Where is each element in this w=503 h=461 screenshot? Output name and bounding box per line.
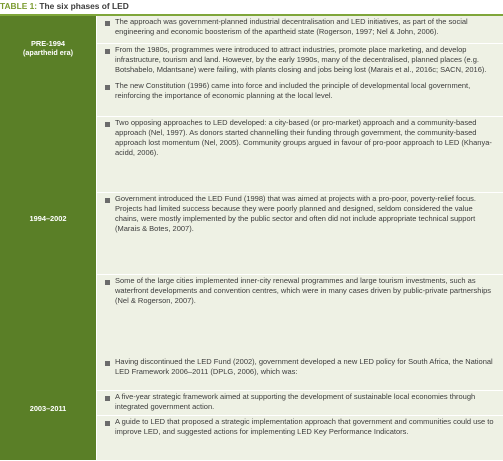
item-text: Two opposing approaches to LED developed: a city-based (or pro-market) approach and a community-based approach (Nel, 1997). As donors started channelling their funding through government, the community-based approach lost momentum (Nel, 2005). Community groups argued in favour of pro-poor approach to LED (Khanya-acidd, 2006). xyxy=(115,118,492,157)
phases-table xyxy=(0,14,503,461)
table-row-pre-1994 xyxy=(0,16,503,81)
square-bullet-icon xyxy=(105,21,110,26)
phase-cell xyxy=(0,356,96,460)
item-text: A five-year strategic framework aimed at supporting the development of sustainable local economies through integrated government action. xyxy=(115,392,476,411)
item-text: A guide to LED that proposed a strategic implementation approach that government and communities could use to improve LED, and suggested actions for implementing LED Key Performance Indicators. xyxy=(115,417,494,436)
list-item xyxy=(97,44,503,80)
phase-sublabel: (apartheid era) xyxy=(23,48,73,57)
item-text: Having discontinued the LED Fund (2002), government developed a new LED policy for South Africa, the National LED Framework 2006–2011 (DPLG, 2006), which was: xyxy=(115,357,493,376)
table-row-1994-2002 xyxy=(0,80,503,357)
list-item xyxy=(97,416,503,460)
list-item xyxy=(97,193,503,275)
phase-label: 2003–2011 xyxy=(29,403,67,413)
square-bullet-icon xyxy=(105,122,110,127)
phase-cell xyxy=(0,16,96,80)
table-row-2003-2011 xyxy=(0,356,503,460)
list-item xyxy=(97,16,503,44)
phase-cell xyxy=(0,80,96,356)
phase-content xyxy=(96,80,503,356)
square-bullet-icon xyxy=(105,85,110,90)
phase-content xyxy=(96,356,503,460)
item-text: The new Constitution (1996) came into force and included the principle of developmental local government, reinforcing the importance of economic planning at the local level. xyxy=(115,81,471,100)
square-bullet-icon xyxy=(105,49,110,54)
phase-content xyxy=(96,16,503,80)
square-bullet-icon xyxy=(105,361,110,366)
square-bullet-icon xyxy=(105,198,110,203)
square-bullet-icon xyxy=(105,280,110,285)
list-item xyxy=(97,80,503,117)
table-caption-label: TABLE 1: xyxy=(0,1,38,11)
item-text: From the 1980s, programmes were introduced to attract industries, promote place marketing, and develop infrastructure, tourism and land. However, by the early 1990s, many of the decentralised, planned places (e.g. Botshabelo, Mdantsane) were failing, with plants closing and jobs being lost (Marais et al., 2016c; SACN, 2016). xyxy=(115,45,487,74)
item-text: Government introduced the LED Fund (1998) that was aimed at projects with a pro-poor, poverty-relief focus. Projects had limited success because they were poorly planned and designed, seldom considered the value chains, were mostly implemented by the public sector and often did not include appropriate technical support (Marais & Botes, 2007). xyxy=(115,194,477,233)
phase-label: PRE-1994 xyxy=(30,39,66,48)
list-item xyxy=(97,356,503,391)
item-text: The approach was government-planned industrial decentralisation and LED initiatives, as part of the social engineering and economic boosterism of the apartheid state (Rogerson, 1997; Nel & John, 2006). xyxy=(115,17,468,36)
item-text: Some of the large cities implemented inner-city renewal programmes and large tourism investments, such as waterfront developments and convention centres, which were in many cases driven by public-private partnerships (Nel & Rogerson, 2007). xyxy=(115,276,492,305)
list-item xyxy=(97,391,503,416)
phase-label: 1994–2002 xyxy=(29,213,67,223)
table-caption-text: The six phases of LED xyxy=(39,1,129,11)
square-bullet-icon xyxy=(105,396,110,401)
square-bullet-icon xyxy=(105,421,110,426)
table-caption xyxy=(0,0,503,14)
list-item xyxy=(97,275,503,356)
list-item xyxy=(97,117,503,193)
